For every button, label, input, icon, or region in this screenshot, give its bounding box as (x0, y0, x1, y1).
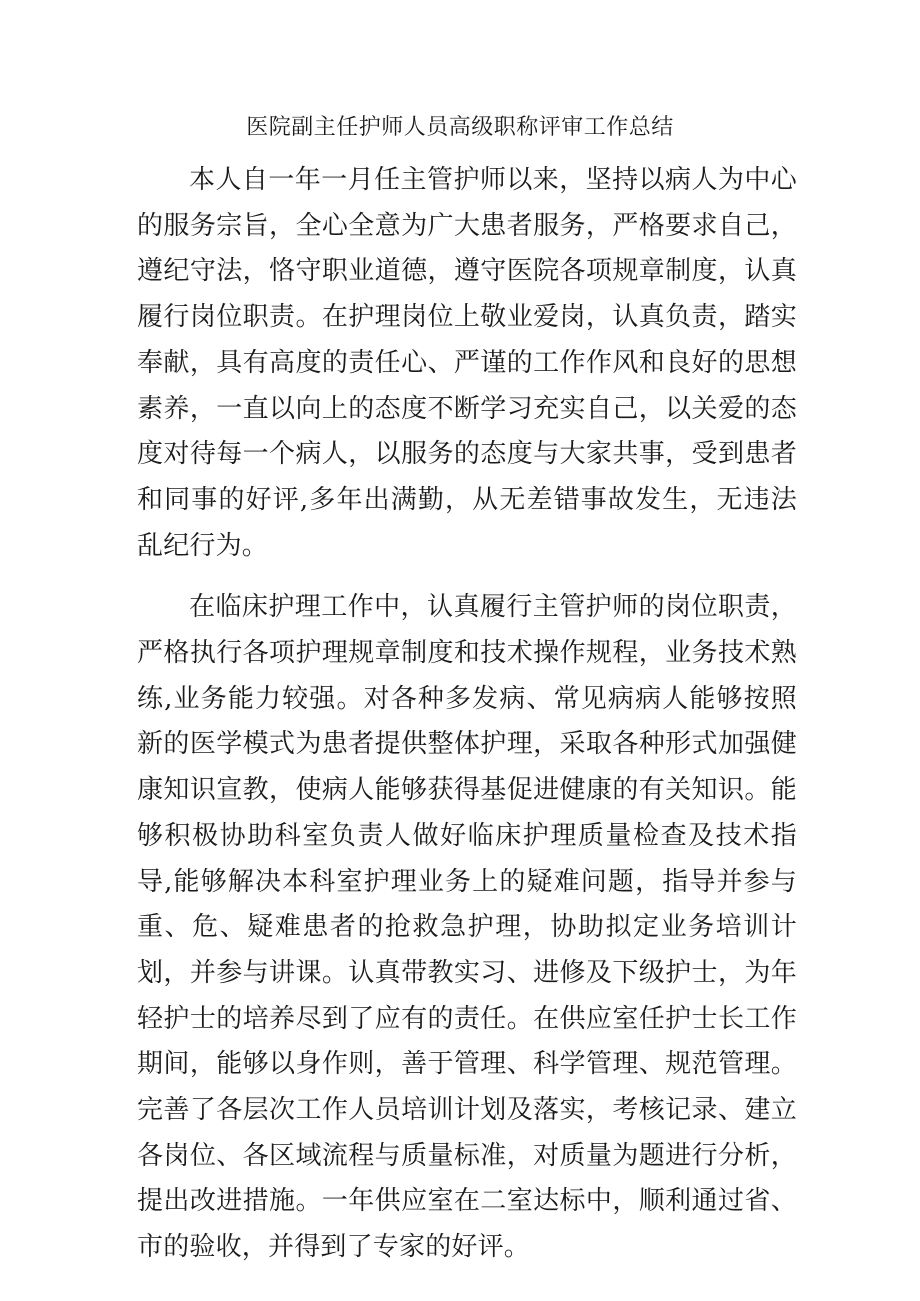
paragraph-2: 在临床护理工作中，认真履行主管护师的岗位职责，严格执行各项护理规章制度和技术操作规程，业务技术熟练,业务能力较强。对各种多发病、常见病病人能够按照新的医学模式为患者提供整体护理，采取各种形式加强健康知识宣教，使病人能够获得基促进健康的有关知识。能够积极协助科室负责人做好临床护理质量检查及技术指导,能够解决本科室护理业务上的疑难问题，指导并参与重、危、疑难患者的抢救急护理，协助拟定业务培训计划，并参与讲课。认真带教实习、进修及下级护士，为年轻护士的培养尽到了应有的责任。在供应室任护士长工作期间，能够以身作则，善于管理、科学管理、规范管理。完善了各层次工作人员培训计划及落实，考核记录、建立各岗位、各区域流程与质量标准，对质量为题进行分析，提出改进措施。一年供应室在二室达标中，顺利通过省、市的验收，并得到了专家的好评。 (137, 592, 797, 1263)
document-body (137, 158, 797, 1271)
paragraph-1: 本人自一年一月任主管护师以来，坚持以病人为中心的服务宗旨，全心全意为广大患者服务，严格要求自己，遵纪守法，恪守职业道德，遵守医院各项规章制度，认真履行岗位职责。在护理岗位上敬业爱岗，认真负责，踏实奉献，具有高度的责任心、严谨的工作作风和良好的思想素养，一直以向上的态度不断学习充实自己，以关爱的态度对待每一个病人，以服务的态度与大家共事，受到患者和同事的好评,多年出满勤，从无差错事故发生，无违法乱纪行为。 (137, 165, 797, 561)
document-title: 医院副主任护师人员高级职称评审工作总结 (246, 115, 674, 140)
